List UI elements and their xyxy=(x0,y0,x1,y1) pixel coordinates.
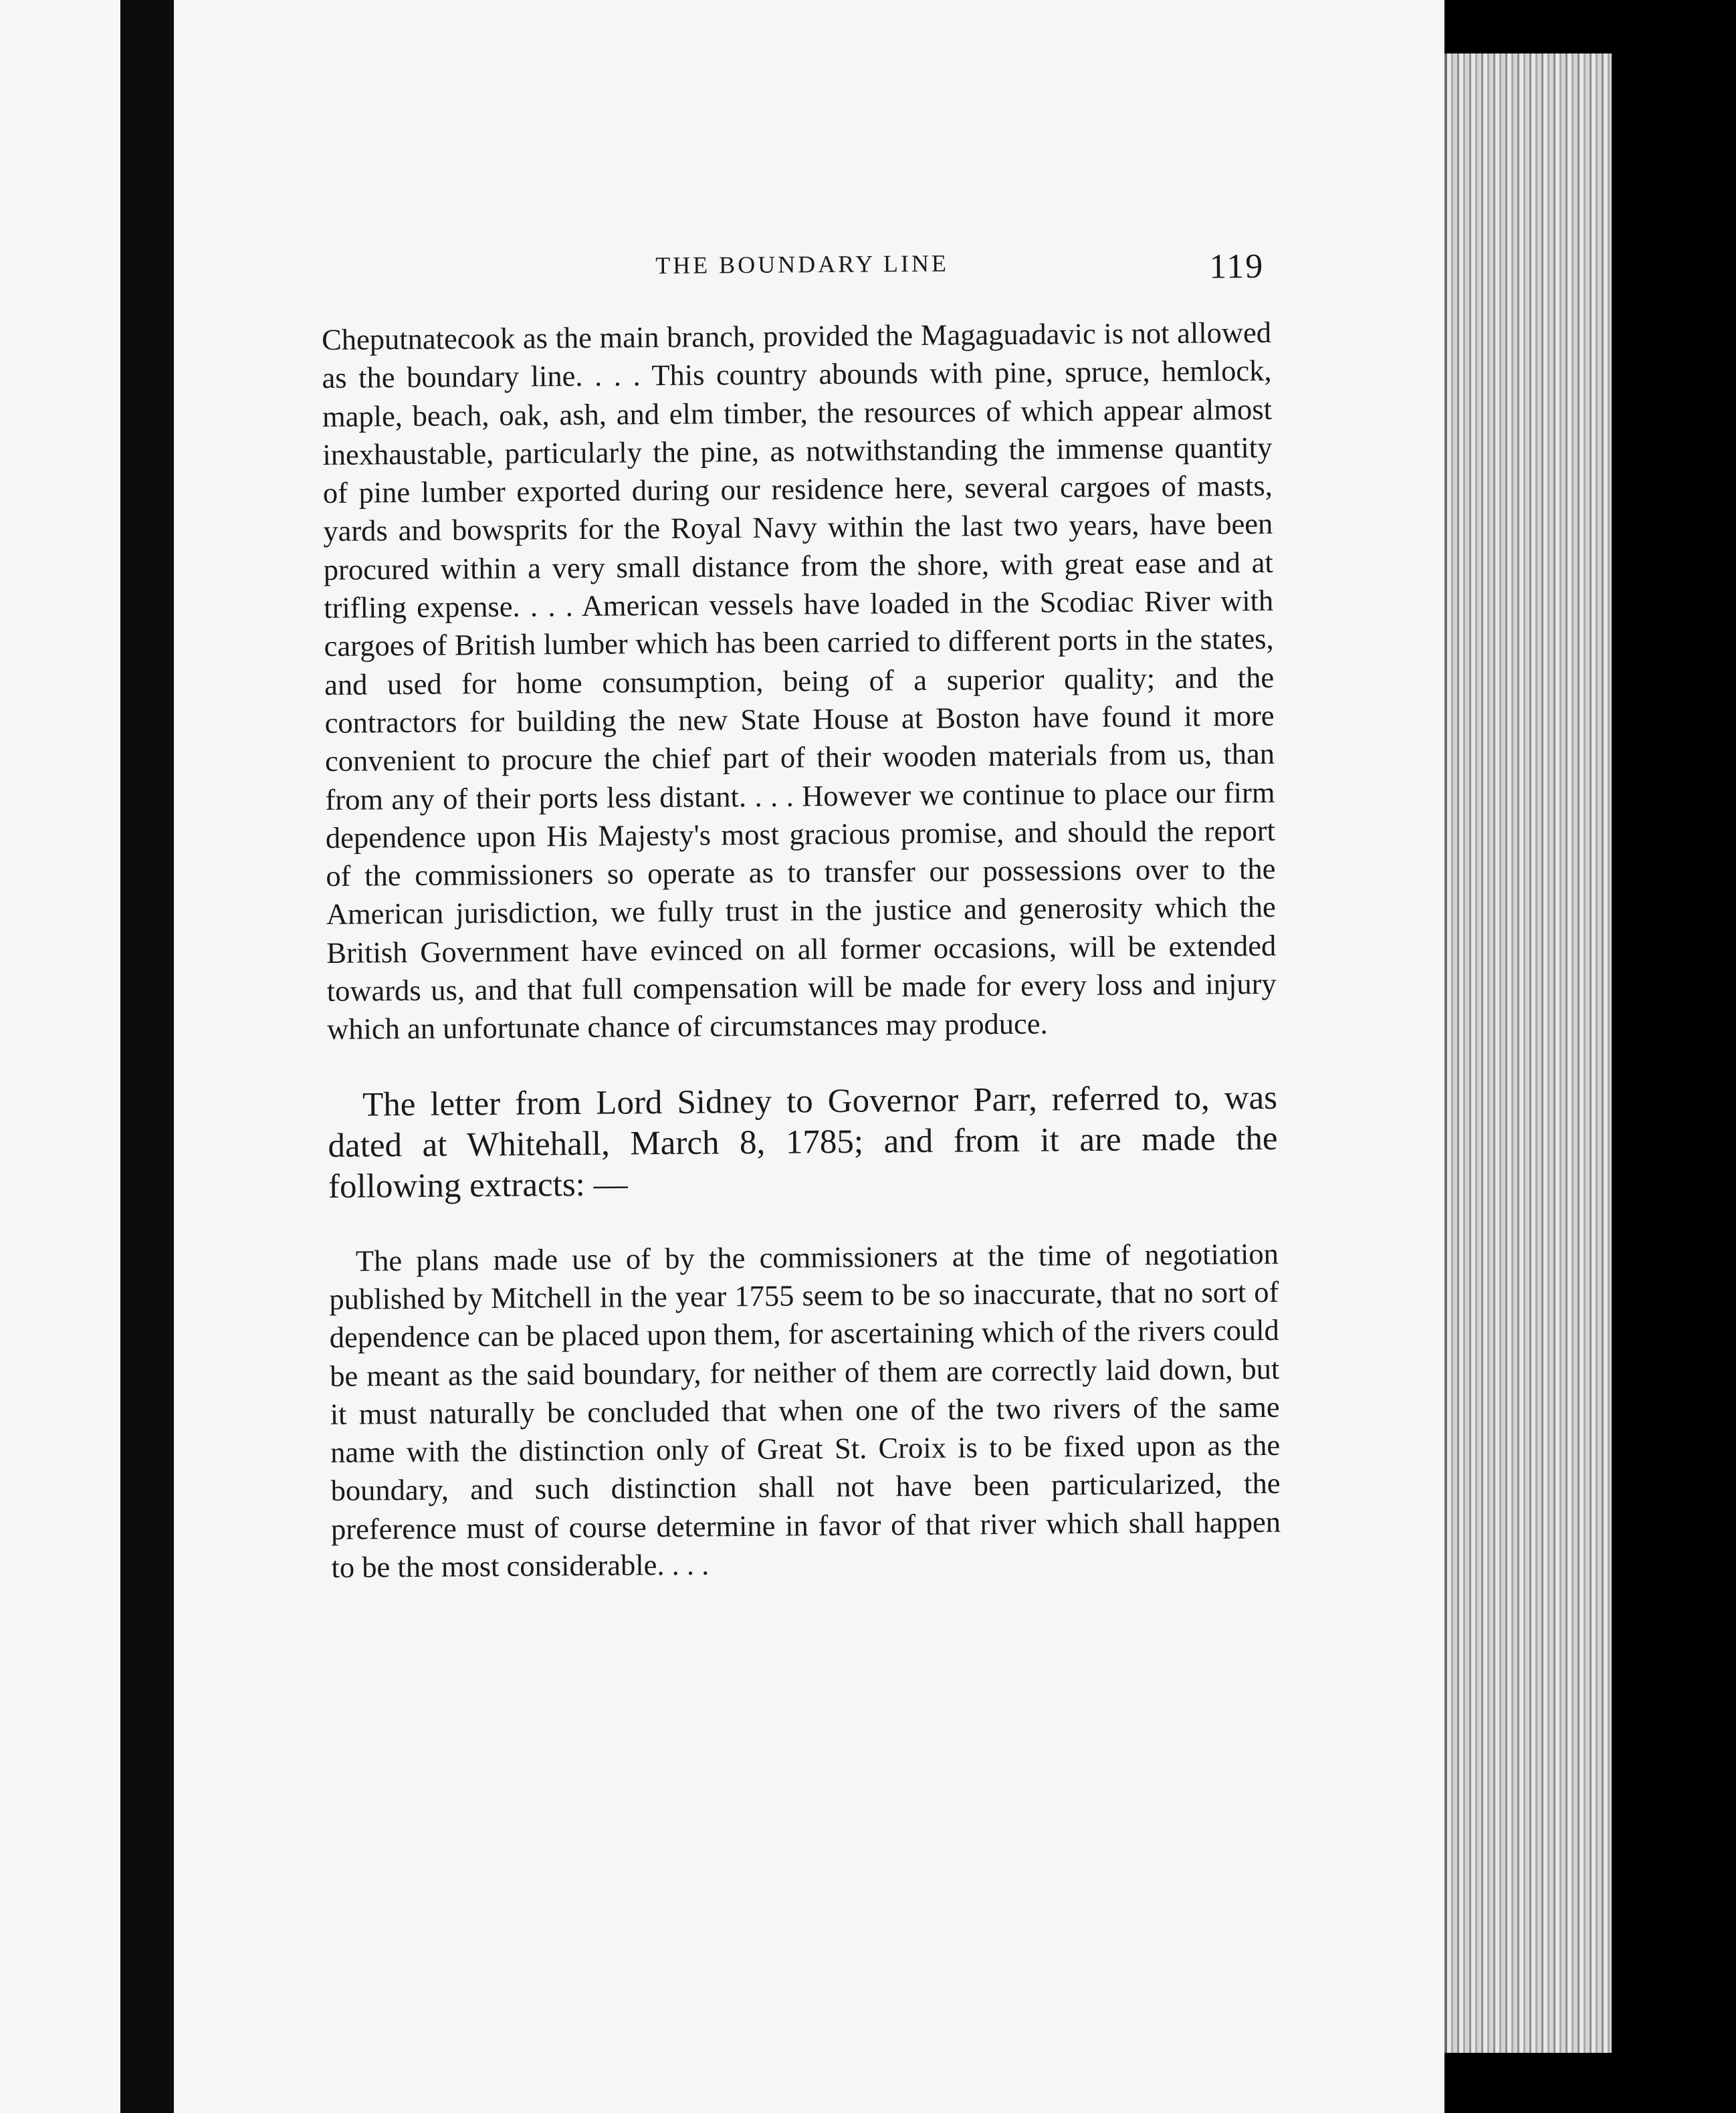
page-text-block xyxy=(321,240,1281,1587)
background-bottom xyxy=(1444,2053,1736,2113)
quoted-passage-two: The plans made use of by the commissioners at the time of negotiation published by Mitchell in the year 1755 seem to be so inaccurate, that no sort of dependence can be placed upon them, for ascertaining which of the rivers could be meant as the said boundary, for neither of them are correctly laid down, but it must naturally be concluded that when one of the two rivers of the same name with the distinction only of Great St. Croix is to be fixed upon as the boundary, and such distinction shall not have been particularized, the preference must of course determine in favor of that river which shall happen to be the most considerable. . . . xyxy=(329,1236,1281,1584)
book-binding xyxy=(120,0,174,2113)
page-fore-edge xyxy=(1444,53,1614,2053)
background-right xyxy=(1612,0,1736,2113)
left-page-edge xyxy=(0,0,120,2113)
running-head-title: THE BOUNDARY LINE xyxy=(655,249,950,280)
page-number: 119 xyxy=(1208,247,1265,286)
quoted-passage-one: Cheputnatecook as the main branch, provided the Magaguadavic is not allowed as the boundary line. . . . This country abounds with pine, spruce, hemlock, maple, beach, oak, ash, and elm timber, the resources of which appear almost inexhaustable, particularly the pine, as notwithstanding the immense quantity of pine lumber exported during our residence here, several cargoes of masts, yards and bowsprits for the Royal Navy within the last two years, have been procured within a very small distance from the shore, with great ease and at trifling expense. . . . American vessels have loaded in the Scodiac River with cargoes of British lumber which has been carried to different ports in the states, and used for home consumption, being of a superior quality; and the contractors for building the new State House at Boston have found it more convenient to procure the chief part of their wooden materials from us, than from any of their ports less distant. . . . However we continue to place our firm dependence upon His Majesty's most gracious promise, and should the report of the commissioners so operate as to transfer our possessions over to the American jurisdiction, we fully trust in the justice and generosity which the British Government have evinced on all former occasions, will be extended towards us, and that full compensation will be made for every loss and injury which an unfortunate chance of circumstances may produce. xyxy=(321,315,1277,1046)
running-head xyxy=(321,240,1271,321)
body-paragraph: The letter from Lord Sidney to Governor Parr, referred to, was dated at Whitehall, March 8, 1785; and from it are made the following extracts: — xyxy=(328,1079,1278,1206)
